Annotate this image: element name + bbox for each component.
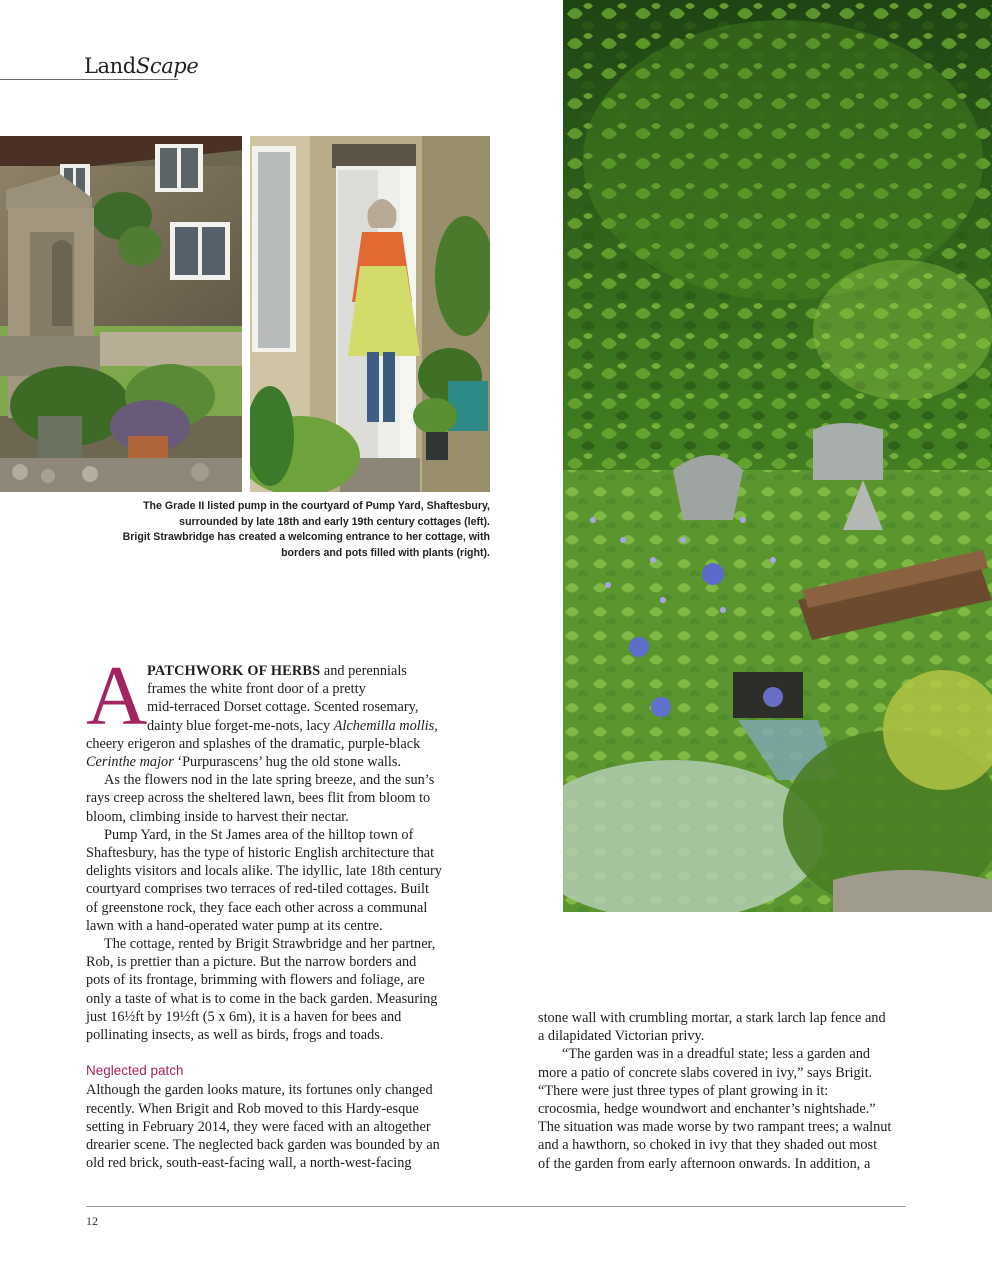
text-line: The cottage, rented by Brigit Strawbridge and her partner, bbox=[104, 936, 436, 953]
page-number: 12 bbox=[86, 1214, 98, 1228]
text-line: delights visitors and locals alike. The idyllic, late 18th century bbox=[86, 863, 442, 880]
caption-line: The Grade II listed pump in the courtyard of Pump Yard, Shaftesbury, bbox=[143, 500, 490, 512]
logo-plain: Land bbox=[84, 54, 136, 78]
drop-cap: A bbox=[86, 649, 148, 743]
text-line: Pump Yard, in the St James area of the hilltop town of bbox=[104, 826, 414, 843]
text-line: just 16½ft by 19½ft (5 x 6m), it is a haven for bees and bbox=[86, 1008, 402, 1025]
article-right-column bbox=[538, 1009, 918, 1173]
text-line: frames the white front door of a pretty bbox=[147, 681, 366, 698]
text-line: dainty blue forget-me-nots, lacy Alchemilla mollis, bbox=[147, 717, 438, 734]
text-line: crocosmia, hedge woundwort and enchanter’s nightshade.” bbox=[538, 1101, 876, 1118]
plant-name: Alchemilla mollis bbox=[333, 717, 435, 734]
text-line: PATCHWORK OF HERBS and perennials bbox=[147, 663, 407, 679]
text-line: and a hawthorn, so choked in ivy that they shaded out most bbox=[538, 1137, 878, 1154]
text-line: stone wall with crumbling mortar, a stark larch lap fence and bbox=[538, 1010, 886, 1026]
caption-line: borders and pots filled with plants (right). bbox=[281, 546, 490, 559]
text-line: drearier scene. The neglected back garden was bounded by an bbox=[86, 1137, 440, 1154]
pump-courtyard-photo bbox=[0, 136, 242, 492]
article-paragraph bbox=[86, 662, 466, 771]
photo-caption bbox=[60, 499, 490, 561]
text-line: recently. When Brigit and Rob moved to this Hardy-esque bbox=[86, 1100, 419, 1117]
text-line: “There were just three types of plant growing in it: bbox=[538, 1082, 829, 1099]
text-line: old red brick, south-east-facing wall, a north-west-facing bbox=[86, 1155, 412, 1172]
text-line: rays creep across the sheltered lawn, bees flit from bloom to bbox=[86, 790, 431, 807]
text-line: cheery erigeron and splashes of the dramatic, purple-black bbox=[86, 735, 421, 752]
article-paragraph bbox=[86, 826, 466, 935]
text-line: pollinating insects, as well as birds, frogs and toads. bbox=[86, 1027, 384, 1044]
article-paragraph bbox=[86, 771, 466, 826]
article-left-column bbox=[86, 662, 466, 1172]
text-line: bloom, climbing inside to harvest their nectar. bbox=[86, 808, 349, 825]
text-line: mid-terraced Dorset cottage. Scented rosemary, bbox=[147, 699, 419, 716]
footer-rule bbox=[86, 1206, 906, 1207]
text-line: setting in February 2014, they were faced with an altogether bbox=[86, 1118, 431, 1135]
text-line: only a taste of what is to come in the back garden. Measuring bbox=[86, 990, 438, 1007]
article-paragraph bbox=[538, 1009, 918, 1045]
text-line: “The garden was in a dreadful state; less a garden and bbox=[562, 1046, 871, 1063]
logo-script: Scape bbox=[135, 54, 199, 78]
text-line: courtyard comprises two terraces of red-tiled cottages. Built bbox=[86, 881, 430, 898]
text-line: of greenstone rock, they face each other across a communal bbox=[86, 899, 428, 916]
article-paragraph bbox=[538, 1045, 918, 1172]
lead-caps: PATCHWORK OF HERBS bbox=[147, 663, 321, 679]
text-line: more a patio of concrete slabs covered in ivy,” says Brigit. bbox=[538, 1064, 873, 1081]
text-line: of the garden from early afternoon onwards. In addition, a bbox=[538, 1155, 871, 1172]
caption-line: Brigit Strawbridge has created a welcoming entrance to her cottage, with bbox=[122, 531, 490, 544]
text-line: pots of its frontage, brimming with flowers and foliage, are bbox=[86, 972, 425, 989]
caption-line: surrounded by late 18th and early 19th century cottages (left). bbox=[179, 515, 490, 528]
text-line: Rob, is prettier than a picture. But the narrow borders and bbox=[86, 954, 417, 971]
text-line: Cerinthe major ‘Purpurascens’ hug the old stone walls. bbox=[86, 754, 402, 771]
plant-name: Cerinthe major bbox=[86, 754, 174, 771]
magazine-logo bbox=[84, 54, 198, 78]
article-paragraph bbox=[86, 935, 466, 1044]
header-rule bbox=[0, 79, 178, 80]
text-line: The situation was made worse by two rampant trees; a walnut bbox=[538, 1119, 892, 1136]
cottage-door-photo bbox=[250, 136, 490, 492]
garden-ivy-photo bbox=[563, 0, 992, 912]
article-paragraph bbox=[86, 1081, 466, 1172]
subheading: Neglected patch bbox=[86, 1063, 184, 1079]
text-line: As the flowers nod in the late spring breeze, and the sun’s bbox=[104, 772, 435, 789]
text-line: a dilapidated Victorian privy. bbox=[538, 1028, 705, 1045]
text-line: Shaftesbury, has the type of historic English architecture that bbox=[86, 845, 435, 862]
text-line: Although the garden looks mature, its fortunes only changed bbox=[86, 1082, 433, 1099]
text-line: lawn with a hand-operated water pump at its centre. bbox=[86, 917, 383, 934]
